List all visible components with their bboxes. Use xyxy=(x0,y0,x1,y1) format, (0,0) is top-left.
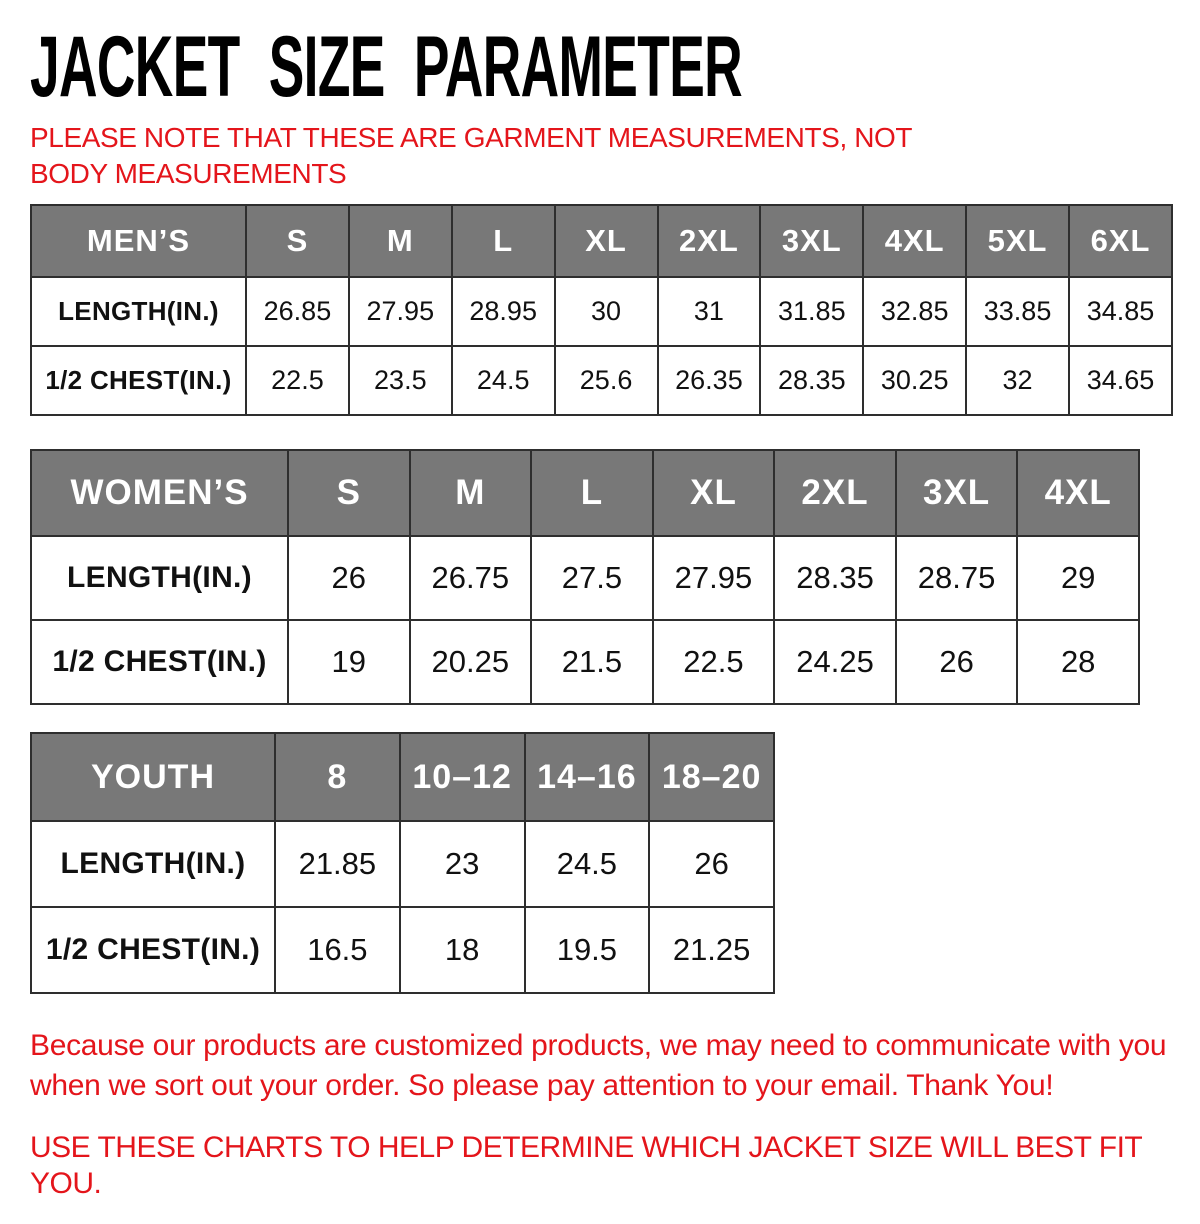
size-header-cell: M xyxy=(410,450,532,536)
value-cell: 30 xyxy=(555,277,658,346)
row-label: LENGTH(IN.) xyxy=(31,536,288,620)
size-header-cell: 10–12 xyxy=(400,733,525,821)
value-cell: 16.5 xyxy=(275,907,400,993)
row-label: LENGTH(IN.) xyxy=(31,277,246,346)
value-cell: 26 xyxy=(896,620,1018,704)
value-cell: 28 xyxy=(1017,620,1139,704)
size-header-cell: 3XL xyxy=(760,205,863,277)
value-cell: 22.5 xyxy=(653,620,775,704)
value-cell: 26 xyxy=(649,821,774,907)
size-header-cell: S xyxy=(246,205,349,277)
value-cell: 19.5 xyxy=(525,907,650,993)
size-header-cell: XL xyxy=(653,450,775,536)
custom-order-notice: Because our products are customized products, we may need to communicate with you when we sort out your order. So please pay attention to your email. Thank You! xyxy=(30,1029,1167,1102)
value-cell: 28.35 xyxy=(774,536,896,620)
size-header-cell: 3XL xyxy=(896,450,1018,536)
womens-table-title-cell: WOMEN’S xyxy=(31,450,288,536)
value-cell: 26.75 xyxy=(410,536,532,620)
value-cell: 31 xyxy=(658,277,761,346)
row-label: 1/2 CHEST(IN.) xyxy=(31,346,246,415)
womens-header-row xyxy=(31,450,1139,536)
value-cell: 28.35 xyxy=(760,346,863,415)
value-cell: 21.85 xyxy=(275,821,400,907)
value-cell: 26.85 xyxy=(246,277,349,346)
value-cell: 18 xyxy=(400,907,525,993)
value-cell: 27.5 xyxy=(531,536,653,620)
value-cell: 34.65 xyxy=(1069,346,1172,415)
size-header-cell: S xyxy=(288,450,410,536)
youth-header-row xyxy=(31,733,774,821)
size-header-cell: 14–16 xyxy=(525,733,650,821)
size-header-cell: XL xyxy=(555,205,658,277)
value-cell: 32.85 xyxy=(863,277,966,346)
size-header-cell: L xyxy=(452,205,555,277)
value-cell: 33.85 xyxy=(966,277,1069,346)
mens-size-table xyxy=(30,204,1173,416)
size-header-cell: 4XL xyxy=(863,205,966,277)
chart-usage-note: USE THESE CHARTS TO HELP DETERMINE WHICH JACKET SIZE WILL BEST FIT YOU. xyxy=(30,1131,1142,1200)
mens-length-row xyxy=(31,277,1172,346)
size-header-cell: 5XL xyxy=(966,205,1069,277)
value-cell: 29 xyxy=(1017,536,1139,620)
value-cell: 31.85 xyxy=(760,277,863,346)
youth-size-table xyxy=(30,732,775,994)
size-header-cell: L xyxy=(531,450,653,536)
youth-chest-row xyxy=(31,907,774,993)
womens-chest-row xyxy=(31,620,1139,704)
row-label: LENGTH(IN.) xyxy=(31,821,275,907)
value-cell: 19 xyxy=(288,620,410,704)
size-header-cell: M xyxy=(349,205,452,277)
size-header-cell: 18–20 xyxy=(649,733,774,821)
value-cell: 30.25 xyxy=(863,346,966,415)
value-cell: 26 xyxy=(288,536,410,620)
size-header-cell: 6XL xyxy=(1069,205,1172,277)
value-cell: 27.95 xyxy=(653,536,775,620)
womens-size-table xyxy=(30,449,1140,705)
mens-table-title-cell: MEN’S xyxy=(31,205,246,277)
garment-measurement-note: PLEASE NOTE THAT THESE ARE GARMENT MEASUREMENTS, NOT BODY MEASUREMENTS xyxy=(30,122,912,189)
youth-table-title-cell: YOUTH xyxy=(31,733,275,821)
value-cell: 24.25 xyxy=(774,620,896,704)
size-header-cell: 8 xyxy=(275,733,400,821)
youth-length-row xyxy=(31,821,774,907)
size-header-cell: 2XL xyxy=(658,205,761,277)
value-cell: 23 xyxy=(400,821,525,907)
value-cell: 25.6 xyxy=(555,346,658,415)
value-cell: 24.5 xyxy=(452,346,555,415)
mens-chest-row xyxy=(31,346,1172,415)
value-cell: 21.25 xyxy=(649,907,774,993)
womens-length-row xyxy=(31,536,1139,620)
value-cell: 27.95 xyxy=(349,277,452,346)
row-label: 1/2 CHEST(IN.) xyxy=(31,620,288,704)
value-cell: 21.5 xyxy=(531,620,653,704)
size-header-cell: 2XL xyxy=(774,450,896,536)
value-cell: 23.5 xyxy=(349,346,452,415)
mens-header-row xyxy=(31,205,1172,277)
page-title: JACKET SIZE PARAMETER xyxy=(30,19,743,115)
value-cell: 20.25 xyxy=(410,620,532,704)
value-cell: 28.95 xyxy=(452,277,555,346)
size-header-cell: 4XL xyxy=(1017,450,1139,536)
value-cell: 28.75 xyxy=(896,536,1018,620)
row-label: 1/2 CHEST(IN.) xyxy=(31,907,275,993)
value-cell: 22.5 xyxy=(246,346,349,415)
value-cell: 34.85 xyxy=(1069,277,1172,346)
value-cell: 26.35 xyxy=(658,346,761,415)
value-cell: 24.5 xyxy=(525,821,650,907)
value-cell: 32 xyxy=(966,346,1069,415)
